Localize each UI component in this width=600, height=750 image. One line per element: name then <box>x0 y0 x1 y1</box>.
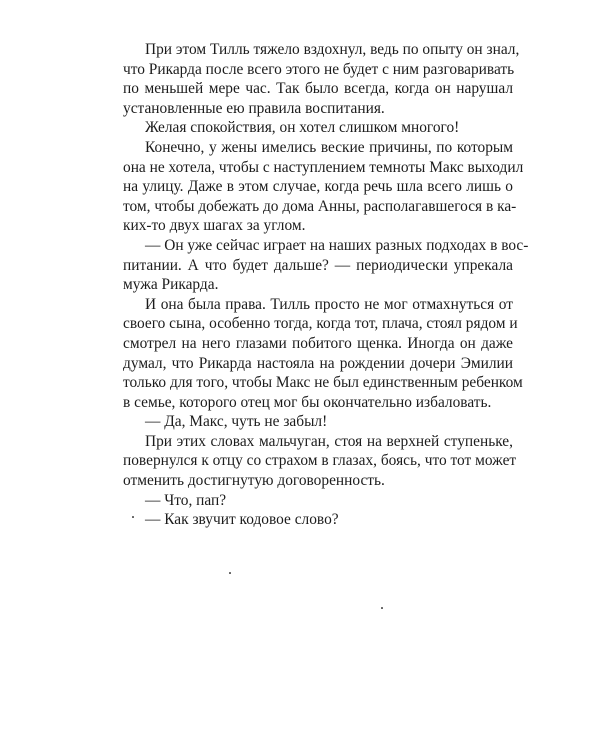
text-line: И она была права. Тилль просто не мог отмахнуться от <box>145 295 513 313</box>
text-line: При этом Тилль тяжело вздохнул, ведь по опыту он знал, <box>145 41 520 58</box>
scan-speck <box>132 516 134 518</box>
text-line: своего сына, особенно тогда, когда тот, плача, стоял рядом и <box>123 315 518 333</box>
text-line: только для того, чтобы Макс не был единственным ребенком <box>123 374 523 392</box>
scan-speck <box>381 607 383 609</box>
text-line: повернулся к отцу со страхом в глазах, боясь, что тот может <box>123 452 517 470</box>
text-line: том, чтобы добежать до дома Анны, располагавшегося в ка- <box>123 197 517 215</box>
text-line: ких-то двух шагах за углом. <box>123 217 306 235</box>
text-line: — Он уже сейчас играет на наших разных подходах в вос- <box>145 236 529 254</box>
text-line: — Как звучит кодовое слово? <box>145 511 339 529</box>
text-line: на улицу. Даже в этом случае, когда речь шла всего лишь о <box>123 178 513 196</box>
page-text <box>123 40 529 530</box>
text-line: смотрел на него глазами побитого щенка. Иногда он даже <box>123 334 513 352</box>
text-line: по меньшей мере час. Так было всегда, когда он нарушал <box>123 80 513 98</box>
text-line: При этих словах мальчуган, стоя на верхней ступеньке, <box>145 432 513 450</box>
text-line: она не хотела, чтобы с наступлением темноты Макс выходил <box>123 158 524 176</box>
text-line: — Да, Макс, чуть не забыл! <box>145 413 328 431</box>
text-line: Конечно, у жены имелись веские причины, по которым <box>145 138 513 156</box>
text-line: — Что, пап? <box>145 491 227 509</box>
text-line: Желая спокойствия, он хотел слишком многого! <box>145 119 460 137</box>
text-line: в семье, которого отец мог бы окончательно избаловать. <box>123 393 492 411</box>
text-line: думал, что Рикарда настояла на рождении дочери Эмилии <box>123 354 513 372</box>
scan-speck <box>229 572 231 574</box>
text-line: установленные ею правила воспитания. <box>123 99 385 117</box>
text-line: мужа Рикарда. <box>123 276 219 294</box>
text-line: питании. А что будет дальше? — периодически упрекала <box>123 256 513 274</box>
text-line: что Рикарда после всего этого не будет с ним разговаривать <box>123 60 515 78</box>
text-line: отменить достигнутую договоренность. <box>123 472 385 490</box>
